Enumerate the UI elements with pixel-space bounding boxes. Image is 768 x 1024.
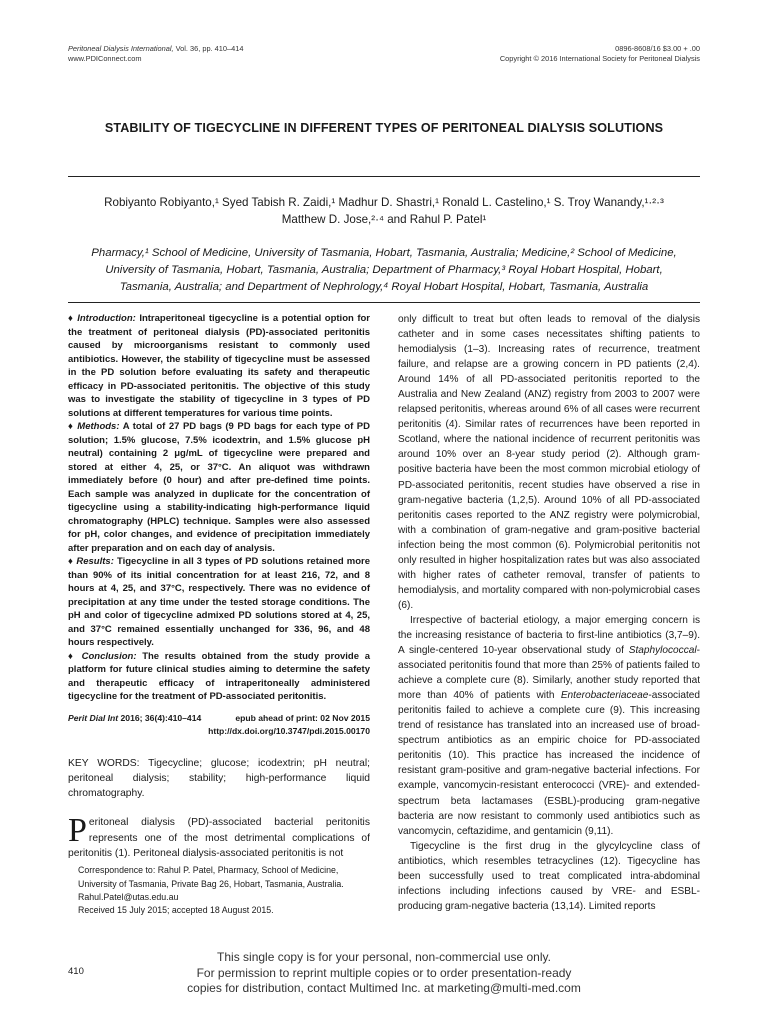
journal-volume: Vol. 36, pp. 410–414 bbox=[173, 44, 244, 53]
footer-line-2: For permission to reprint multiple copies or to order presentation-ready bbox=[196, 965, 572, 980]
copyright: Copyright © 2016 International Society for Peritoneal Dialysis bbox=[499, 54, 700, 63]
running-header-right bbox=[500, 44, 700, 64]
abstract-conclusion: ♦ Conclusion: The results obtained from the study provide a platform for future clinical studies aiming to determine the safety and therapeutic efficacy of intraperitoneally administered tigecycline for the treatment of PD-associated peritonitis. bbox=[68, 650, 370, 702]
abstract-methods: ♦ Methods: A total of 27 PD bags (9 PD bags for each type of PD solution; 1.5% glucose, 7.5% icodextrin, and 1.5% glucose pH neutral) containing 2 μg/mL of tigecycline were prepared and stored at either 4, 25, or 37°C. An aliquot was withdrawn immediately before (0 hour) and after pre-defined time points. Each sample was analyzed in duplicate for the concentration of tigecycline using a stability-indicating high-performance liquid chromatography (HPLC) technique. Samples were also assessed for pH, color changes, and evidence of precipitation immediately after preparation and on each day of analysis. bbox=[68, 421, 370, 554]
abstract bbox=[68, 312, 370, 704]
affiliation-line-1: Pharmacy,¹ School of Medicine, University of Tasmania, Hobart, Tasmania, Australia; Medicine,² School of Medicine, bbox=[91, 247, 677, 259]
journal-website[interactable]: www.PDIConnect.com bbox=[68, 54, 142, 63]
introduction-text: eritoneal dialysis (PD)-associated bacterial peritonitis represents one of the most detrimental complications of peritonitis (1). Peritoneal dialysis-associated peritonitis is not bbox=[68, 817, 370, 859]
footer-line-3: copies for distribution, contact Multimed Inc. at marketing@multi-med.com bbox=[187, 981, 581, 995]
footer-line-1: This single copy is for your personal, non-commercial use only. bbox=[217, 950, 551, 964]
introduction-body bbox=[68, 812, 370, 861]
correspondence-email[interactable]: Rahul.Patel@utas.edu.au bbox=[78, 891, 179, 902]
author-list bbox=[68, 194, 700, 228]
affiliation-line-3: Tasmania, Australia; and Department of Nephrology,⁴ Royal Hobart Hospital, Hobart, Tasmania, Australia bbox=[119, 281, 649, 293]
article-title: STABILITY OF TIGECYCLINE IN DIFFERENT TYPES OF PERITONEAL DIALYSIS SOLUTIONS bbox=[104, 121, 664, 135]
correspondence-address: Correspondence to: Rahul P. Patel, Pharmacy, School of Medicine, University of Tasmania, Private Bag 26, Hobart, Tasmania, Australia. bbox=[78, 865, 344, 889]
authors-line-2: Matthew D. Jose,²·⁴ and Rahul P. Patel¹ bbox=[281, 213, 487, 226]
citation-details: 2016; 36(4):410–414 bbox=[118, 712, 202, 723]
right-column bbox=[398, 312, 700, 914]
page-number: 410 bbox=[68, 966, 84, 977]
paragraph-2: Irrespective of bacterial etiology, a major emerging concern is the increasing resistance of bacteria to first-line antibiotics (3,7–9). A single-centered 10-year observational study of Staphylococcal-associated peritonitis found that more than 25% of patients failed to achieve a complete cure (8). Similarly, another study reported that more than 40% of patients with Enterobacteriaceae-associated peritonitis failed to achieve a complete cure (9). This increasing trend of resistance has translated into an increased use of broad-spectrum antibiotics as an empiric choice for PD-associated peritonitis (10). This practice has increased the incidence of resistant gram-positive and gram-negative bacterial infections. For example, vancomycin-resistant enterococci (VRE)- and extended-spectrum beta lactamases (ESBL)-producing gram-negative bacteria are now resistant to commonly used antibiotics such as vancomycin, ceftazidime, and gentamicin (9,11). bbox=[398, 614, 700, 837]
affiliations bbox=[68, 245, 700, 296]
running-header-left bbox=[68, 44, 243, 64]
citation-doi[interactable]: http://dx.doi.org/10.3747/pdi.2015.00170 bbox=[208, 725, 370, 736]
left-column bbox=[68, 312, 370, 917]
authors-line-1: Robiyanto Robiyanto,¹ Syed Tabish R. Zaidi,¹ Madhur D. Shastri,¹ Ronald L. Castelino,¹ S. Troy Wanandy,¹·²·³ bbox=[104, 196, 664, 209]
title-divider bbox=[68, 176, 700, 177]
paragraph-3: Tigecycline is the first drug in the glycylcycline class of antibiotics, which resembles tetracyclines (12). Tigecycline has been successfully used to treat complicated intra-abdominal infections including infections caused by VRE- and ESBL-producing gram-negative bacteria (13,14). Limited reports bbox=[398, 840, 700, 912]
issn: 0896-8608/16 $3.00 + .00 bbox=[615, 44, 700, 53]
abstract-introduction: ♦ Introduction: Intraperitoneal tigecycline is a potential option for the treatment of peritoneal dialysis (PD)-associated peritonitis caused by microorganisms resistant to commonly used antibiotics. However, the stability of tigecycline must be assessed in the PD solution before evaluating its safety and therapeutic efficacy in PD-associated peritonitis. The objective of this study was to investigate the stability of tigecycline in 3 types of PD solutions at different temperatures for various time points. bbox=[68, 313, 370, 419]
journal-name: Peritoneal Dialysis International, bbox=[68, 44, 174, 53]
citation-journal: Perit Dial Int bbox=[68, 712, 119, 723]
affiliation-line-2: University of Tasmania, Hobart, Tasmania, Australia; Department of Pharmacy,³ Royal Hobart Hospital, Hobart, bbox=[105, 264, 663, 276]
received-dates: Received 15 July 2015; accepted 18 August 2015. bbox=[78, 905, 274, 916]
keywords: KEY WORDS: Tigecycline; glucose; icodextrin; pH neutral; peritoneal dialysis; stability; high-performance liquid chromatography. bbox=[68, 757, 370, 800]
drop-cap: P bbox=[68, 812, 87, 850]
copyright-notice-footer bbox=[0, 950, 768, 997]
affiliation-divider bbox=[68, 302, 700, 303]
correspondence bbox=[68, 864, 370, 917]
paragraph-1: only difficult to treat but often leads to removal of the dialysis catheter and in some cases necessitates shifting patients to hemodialysis (1–3). Increasing rates of recurrence, treatment failure, and relapse are a growing concern in PD patients (2,4). Around 14% of all PD-associated peritonitis reported to the Australia and New Zealand (ANZ) registry from 2003 to 2007 were relapsed peritonitis, whereas around 6% of all cases were recurrent peritonitis (4). Similar rates of recurrences have been reported in Scotland, where the national incidence of recurrent peritonitis was around 10% over an 8-year study period (2). Although gram-positive bacteria have been the most common microbial etiology of PD-associated peritonitis, recent studies have observed a rise in gram-negative bacteria (1,2,5). Around 10% of all PD-associated peritonitis cases reported to the ANZ registry were polymicrobial, with a combination of gram-negative and gram-positive bacterial infection being the most common (6). Polymicrobial peritonitis not only resulted in higher hospitalization rates but was also associated with higher rates of catheter removal, transfer of patients to hemodialysis, and mortality compared with non-polymicrobial cases (6). bbox=[398, 314, 700, 611]
citation-epub: epub ahead of print: 02 Nov 2015 bbox=[235, 712, 370, 723]
citation bbox=[68, 712, 370, 738]
abstract-results: ♦ Results: Tigecycline in all 3 types of PD solutions retained more than 90% of its initial concentration for at least 216, 72, and 8 hours at 4, 25, and 37°C, respectively. There was no evidence of precipitation at any time under the tested storage conditions. The pH and color of tigecycline admixed PD solutions stored at 4, 25, and 37°C remained essentially unchanged for 336, 96, and 48 hours respectively. bbox=[68, 556, 370, 648]
